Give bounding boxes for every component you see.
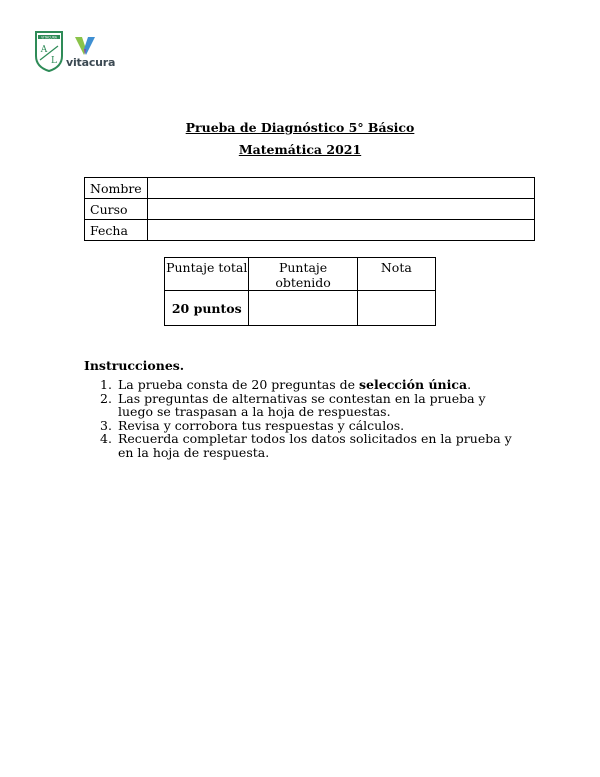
page-subtitle: Matemática 2021 — [238, 142, 362, 157]
crest-letter-a: A — [40, 45, 48, 55]
student-info-table — [84, 177, 535, 241]
page-title: Prueba de Diagnóstico 5° Básico — [185, 120, 415, 135]
item-text: Revisa y corrobora tus respuestas y cálculos. — [118, 417, 405, 433]
total-score-value: 20 puntos — [165, 291, 249, 326]
item-number: 1. — [100, 377, 112, 392]
vitacura-wordmark: vitacura — [66, 56, 116, 69]
table-row — [85, 178, 535, 199]
item-text-bold: selección única — [359, 377, 468, 392]
list-item — [100, 378, 520, 392]
obtained-score-field[interactable] — [249, 291, 357, 326]
date-label: Fecha — [85, 220, 148, 241]
name-label: Nombre — [85, 178, 148, 199]
header-logos — [34, 30, 114, 74]
instructions-list — [100, 378, 520, 459]
score-value-row — [165, 291, 436, 326]
score-header-row — [165, 258, 436, 291]
table-row — [85, 199, 535, 220]
course-label: Curso — [85, 199, 148, 220]
list-item — [100, 419, 520, 433]
score-table — [164, 257, 436, 326]
table-row — [85, 220, 535, 241]
obtained-score-header: Puntaje obtenido — [249, 258, 357, 291]
instructions-heading: Instrucciones. — [84, 358, 185, 373]
list-item — [100, 392, 520, 419]
school-crest-logo — [34, 30, 64, 72]
course-field[interactable] — [147, 199, 534, 220]
crest-banner-text: VITACURA — [41, 35, 57, 40]
total-score-header: Puntaje total — [165, 258, 249, 291]
date-field[interactable] — [147, 220, 534, 241]
item-number: 3. — [100, 417, 112, 433]
item-text: La prueba consta de 20 preguntas de — [118, 377, 359, 392]
item-text: Las preguntas de alternativas se contestan en la prueba y luego se traspasan a la hoja de respuestas. — [118, 390, 486, 419]
name-field[interactable] — [147, 178, 534, 199]
vitacura-v-icon — [74, 36, 96, 56]
item-number: 2. — [100, 390, 112, 406]
crest-letter-l: L — [51, 56, 57, 66]
item-number: 4. — [100, 431, 112, 446]
grade-field[interactable] — [357, 291, 435, 326]
list-item — [100, 432, 520, 459]
vitacura-logo — [66, 36, 116, 70]
grade-header: Nota — [357, 258, 435, 291]
item-text: Recuerda completar todos los datos solicitados en la prueba y en la hoja de respuesta. — [118, 431, 512, 460]
item-text: . — [467, 377, 472, 392]
